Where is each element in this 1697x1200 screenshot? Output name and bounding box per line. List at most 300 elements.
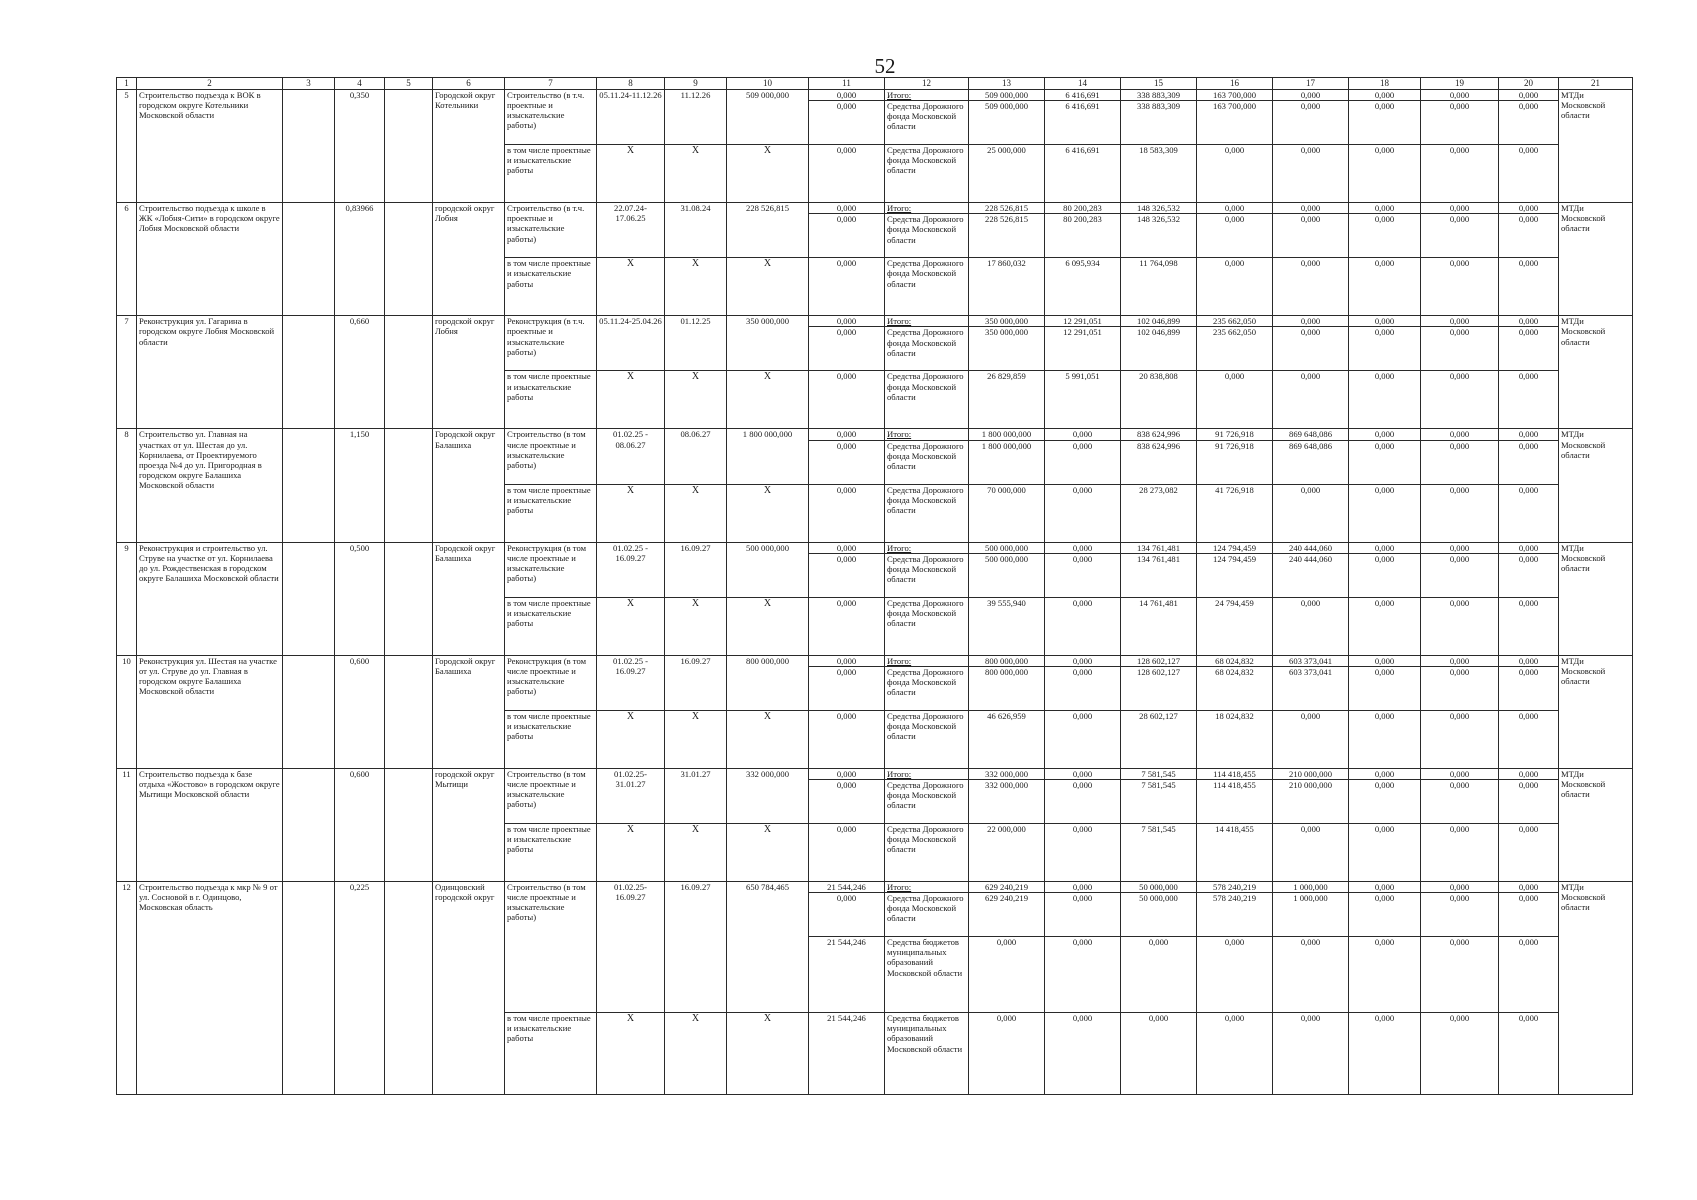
amount-16: 0,000 xyxy=(1197,214,1273,258)
amount-17: 603 373,041 xyxy=(1273,655,1349,666)
object-number: 11 xyxy=(117,768,137,881)
table-row xyxy=(117,881,1633,892)
funding-source: Итого: xyxy=(885,542,969,553)
design-cost-x: X xyxy=(727,710,809,768)
funding-source: Средства Дорожного фонда Московской области xyxy=(885,597,969,655)
funding-source: Средства Дорожного фонда Московской области xyxy=(885,371,969,429)
amount-16: 18 024,832 xyxy=(1197,710,1273,768)
amount-19: 0,000 xyxy=(1421,655,1499,666)
amount-19: 0,000 xyxy=(1421,881,1499,892)
amount-19: 0,000 xyxy=(1421,258,1499,316)
amount-14: 6 416,691 xyxy=(1045,90,1121,101)
amount-16: 91 726,918 xyxy=(1197,440,1273,484)
design-commissioning-x: X xyxy=(665,258,727,316)
amount-16: 578 240,219 xyxy=(1197,893,1273,937)
amount-14: 0,000 xyxy=(1045,655,1121,666)
municipality: Городской округ Балашиха xyxy=(433,655,505,768)
amount-19: 0,000 xyxy=(1421,101,1499,145)
amount-14: 6 416,691 xyxy=(1045,101,1121,145)
amount-19: 0,000 xyxy=(1421,597,1499,655)
amount-20: 0,000 xyxy=(1499,768,1559,779)
col3-cell xyxy=(283,316,335,429)
object-cost: 509 000,000 xyxy=(727,90,809,145)
object-cost: 332 000,000 xyxy=(727,768,809,823)
amount-15: 0,000 xyxy=(1121,937,1197,1013)
amount-14: 80 200,283 xyxy=(1045,214,1121,258)
amount-14: 6 095,934 xyxy=(1045,258,1121,316)
municipality: городской округ Лобня xyxy=(433,203,505,316)
design-commissioning-x: X xyxy=(665,484,727,542)
table-row xyxy=(117,768,1633,779)
amount-15: 128 602,127 xyxy=(1121,666,1197,710)
amount-13: 0,000 xyxy=(969,1013,1045,1095)
customer: МТДи Московской области xyxy=(1559,655,1633,768)
amount-19: 0,000 xyxy=(1421,937,1499,1013)
amount-17: 0,000 xyxy=(1273,823,1349,881)
object-name: Реконструкция ул. Шестая на участке от ул. Струве до ул. Главная в городском округе Балашиха Московской области xyxy=(137,655,283,768)
amount-15: 7 581,545 xyxy=(1121,779,1197,823)
funding-source: Итого: xyxy=(885,203,969,214)
amount-18: 0,000 xyxy=(1349,203,1421,214)
amount-17: 0,000 xyxy=(1273,937,1349,1013)
amount-13: 500 000,000 xyxy=(969,553,1045,597)
amount-14: 5 991,051 xyxy=(1045,371,1121,429)
amount-16: 0,000 xyxy=(1197,258,1273,316)
column-number-header: 5 xyxy=(385,78,433,90)
col3-cell xyxy=(283,655,335,768)
amount-17: 0,000 xyxy=(1273,145,1349,203)
amount-14: 0,000 xyxy=(1045,666,1121,710)
amount-17: 869 648,086 xyxy=(1273,440,1349,484)
amount-11: 0,000 xyxy=(809,145,885,203)
amount-20: 0,000 xyxy=(1499,597,1559,655)
work-type: Строительство (в т.ч. проектные и изыскательские работы) xyxy=(505,90,597,145)
object-name: Строительство подъезда к школе в ЖК «Лобня-Сити» в городском округе Лобня Московской области xyxy=(137,203,283,316)
design-works-label: в том числе проектные и изыскательские работы xyxy=(505,258,597,316)
work-dates: 01.02.25-31.01.27 xyxy=(597,768,665,823)
funding-source: Средства Дорожного фонда Московской области xyxy=(885,440,969,484)
amount-18: 0,000 xyxy=(1349,893,1421,937)
amount-14: 0,000 xyxy=(1045,779,1121,823)
amount-11: 0,000 xyxy=(809,203,885,214)
col3-cell xyxy=(283,542,335,655)
amount-15: 20 838,808 xyxy=(1121,371,1197,429)
amount-20: 0,000 xyxy=(1499,101,1559,145)
commissioning-date: 11.12.26 xyxy=(665,90,727,145)
amount-11: 0,000 xyxy=(809,553,885,597)
amount-20: 0,000 xyxy=(1499,937,1559,1013)
municipality: Городской округ Балашиха xyxy=(433,542,505,655)
work-type: Реконструкция (в т.ч. проектные и изыскательские работы) xyxy=(505,316,597,371)
amount-13: 70 000,000 xyxy=(969,484,1045,542)
amount-20: 0,000 xyxy=(1499,429,1559,440)
amount-15: 50 000,000 xyxy=(1121,881,1197,892)
design-works-label: в том числе проектные и изыскательские работы xyxy=(505,597,597,655)
design-works-label: в том числе проектные и изыскательские работы xyxy=(505,145,597,203)
amount-20: 0,000 xyxy=(1499,327,1559,371)
commissioning-date: 08.06.27 xyxy=(665,429,727,484)
amount-11: 0,000 xyxy=(809,440,885,484)
design-cost-x: X xyxy=(727,1013,809,1095)
amount-20: 0,000 xyxy=(1499,893,1559,937)
amount-16: 163 700,000 xyxy=(1197,101,1273,145)
amount-14: 0,000 xyxy=(1045,553,1121,597)
amount-19: 0,000 xyxy=(1421,203,1499,214)
column-number-header: 15 xyxy=(1121,78,1197,90)
funding-source: Средства Дорожного фонда Московской области xyxy=(885,779,969,823)
table-row xyxy=(117,655,1633,666)
amount-11: 0,000 xyxy=(809,101,885,145)
column-number-header: 2 xyxy=(137,78,283,90)
object-length: 0,225 xyxy=(335,881,385,1094)
amount-14: 0,000 xyxy=(1045,893,1121,937)
object-length: 0,83966 xyxy=(335,203,385,316)
amount-11: 0,000 xyxy=(809,710,885,768)
funding-source: Средства Дорожного фонда Московской области xyxy=(885,214,969,258)
amount-19: 0,000 xyxy=(1421,666,1499,710)
amount-13: 25 000,000 xyxy=(969,145,1045,203)
col3-cell xyxy=(283,768,335,881)
design-dates-x: X xyxy=(597,597,665,655)
amount-19: 0,000 xyxy=(1421,542,1499,553)
work-type: Реконструкция (в том числе проектные и изыскательские работы) xyxy=(505,655,597,710)
amount-15: 14 761,481 xyxy=(1121,597,1197,655)
amount-16: 578 240,219 xyxy=(1197,881,1273,892)
amount-11: 0,000 xyxy=(809,655,885,666)
table-row xyxy=(117,542,1633,553)
amount-18: 0,000 xyxy=(1349,710,1421,768)
object-number: 12 xyxy=(117,881,137,1094)
funding-source: Средства Дорожного фонда Московской области xyxy=(885,327,969,371)
amount-15: 134 761,481 xyxy=(1121,553,1197,597)
amount-17: 240 444,060 xyxy=(1273,553,1349,597)
col5-cell xyxy=(385,881,433,1094)
amount-20: 0,000 xyxy=(1499,710,1559,768)
column-number-header: 6 xyxy=(433,78,505,90)
investment-objects-table xyxy=(116,77,1633,1095)
amount-17: 0,000 xyxy=(1273,484,1349,542)
amount-15: 50 000,000 xyxy=(1121,893,1197,937)
column-number-row xyxy=(117,78,1633,90)
col3-cell xyxy=(283,90,335,203)
amount-17: 0,000 xyxy=(1273,101,1349,145)
amount-16: 24 794,459 xyxy=(1197,597,1273,655)
amount-11: 0,000 xyxy=(809,214,885,258)
amount-18: 0,000 xyxy=(1349,542,1421,553)
customer: МТДи Московской области xyxy=(1559,429,1633,542)
amount-19: 0,000 xyxy=(1421,371,1499,429)
amount-14: 0,000 xyxy=(1045,881,1121,892)
object-name: Реконструкция и строительство ул. Струве на участке от ул. Корнилаева до ул. Рождественская в городском округе Балашиха Московской области xyxy=(137,542,283,655)
amount-17: 603 373,041 xyxy=(1273,666,1349,710)
amount-17: 0,000 xyxy=(1273,371,1349,429)
amount-20: 0,000 xyxy=(1499,258,1559,316)
amount-13: 1 800 000,000 xyxy=(969,429,1045,440)
col5-cell xyxy=(385,203,433,316)
design-works-label: в том числе проектные и изыскательские работы xyxy=(505,371,597,429)
amount-14: 0,000 xyxy=(1045,542,1121,553)
amount-18: 0,000 xyxy=(1349,937,1421,1013)
municipality: Одинцовский городской округ xyxy=(433,881,505,1094)
amount-18: 0,000 xyxy=(1349,101,1421,145)
table-row xyxy=(117,90,1633,101)
amount-20: 0,000 xyxy=(1499,666,1559,710)
amount-16: 0,000 xyxy=(1197,1013,1273,1095)
amount-19: 0,000 xyxy=(1421,440,1499,484)
design-cost-x: X xyxy=(727,258,809,316)
amount-11: 0,000 xyxy=(809,666,885,710)
amount-14: 0,000 xyxy=(1045,597,1121,655)
amount-19: 0,000 xyxy=(1421,327,1499,371)
amount-18: 0,000 xyxy=(1349,327,1421,371)
design-dates-x: X xyxy=(597,710,665,768)
col5-cell xyxy=(385,316,433,429)
design-works-label: в том числе проектные и изыскательские работы xyxy=(505,823,597,881)
amount-19: 0,000 xyxy=(1421,1013,1499,1095)
amount-19: 0,000 xyxy=(1421,710,1499,768)
column-number-header: 12 xyxy=(885,78,969,90)
work-type: Строительство (в т.ч. проектные и изыскательские работы) xyxy=(505,203,597,258)
work-type: Строительство (в том числе проектные и изыскательские работы) xyxy=(505,768,597,823)
design-commissioning-x: X xyxy=(665,145,727,203)
amount-13: 350 000,000 xyxy=(969,327,1045,371)
amount-14: 0,000 xyxy=(1045,484,1121,542)
amount-14: 0,000 xyxy=(1045,710,1121,768)
design-dates-x: X xyxy=(597,484,665,542)
amount-19: 0,000 xyxy=(1421,779,1499,823)
work-dates: 01.02.25 - 16.09.27 xyxy=(597,542,665,597)
amount-16: 124 794,459 xyxy=(1197,542,1273,553)
amount-15: 148 326,532 xyxy=(1121,203,1197,214)
funding-source: Средства Дорожного фонда Московской области xyxy=(885,101,969,145)
work-dates: 01.02.25 - 16.09.27 xyxy=(597,655,665,710)
amount-17: 869 648,086 xyxy=(1273,429,1349,440)
amount-16: 0,000 xyxy=(1197,203,1273,214)
col5-cell xyxy=(385,542,433,655)
object-name: Реконструкция ул. Гагарина в городском округе Лобня Московской области xyxy=(137,316,283,429)
amount-13: 629 240,219 xyxy=(969,881,1045,892)
column-number-header: 19 xyxy=(1421,78,1499,90)
object-name: Строительство подъезда к ВОК в городском округе Котельники Московской области xyxy=(137,90,283,203)
design-commissioning-x: X xyxy=(665,710,727,768)
object-length: 0,350 xyxy=(335,90,385,203)
work-dates: 22.07.24-17.06.25 xyxy=(597,203,665,258)
design-works-label: в том числе проектные и изыскательские работы xyxy=(505,1013,597,1095)
amount-11: 0,000 xyxy=(809,597,885,655)
amount-18: 0,000 xyxy=(1349,214,1421,258)
amount-20: 0,000 xyxy=(1499,203,1559,214)
design-dates-x: X xyxy=(597,371,665,429)
column-number-header: 7 xyxy=(505,78,597,90)
amount-17: 0,000 xyxy=(1273,258,1349,316)
amount-20: 0,000 xyxy=(1499,90,1559,101)
amount-15: 134 761,481 xyxy=(1121,542,1197,553)
amount-15: 28 602,127 xyxy=(1121,710,1197,768)
amount-15: 838 624,996 xyxy=(1121,429,1197,440)
object-length: 0,600 xyxy=(335,655,385,768)
amount-16: 235 662,050 xyxy=(1197,327,1273,371)
object-number: 10 xyxy=(117,655,137,768)
object-cost: 228 526,815 xyxy=(727,203,809,258)
funding-source: Итого: xyxy=(885,768,969,779)
page-number: 52 xyxy=(874,54,896,78)
amount-19: 0,000 xyxy=(1421,553,1499,597)
funding-source: Средства Дорожного фонда Московской области xyxy=(885,145,969,203)
design-commissioning-x: X xyxy=(665,823,727,881)
amount-17: 210 000,000 xyxy=(1273,779,1349,823)
column-number-header: 20 xyxy=(1499,78,1559,90)
funding-source: Средства Дорожного фонда Московской области xyxy=(885,258,969,316)
amount-20: 0,000 xyxy=(1499,371,1559,429)
municipality: городской округ Лобня xyxy=(433,316,505,429)
object-number: 8 xyxy=(117,429,137,542)
amount-20: 0,000 xyxy=(1499,484,1559,542)
amount-14: 0,000 xyxy=(1045,768,1121,779)
amount-18: 0,000 xyxy=(1349,90,1421,101)
amount-17: 0,000 xyxy=(1273,597,1349,655)
amount-18: 0,000 xyxy=(1349,429,1421,440)
amount-19: 0,000 xyxy=(1421,893,1499,937)
municipality: Городской округ Котельники xyxy=(433,90,505,203)
amount-13: 332 000,000 xyxy=(969,779,1045,823)
design-dates-x: X xyxy=(597,145,665,203)
amount-20: 0,000 xyxy=(1499,655,1559,666)
amount-18: 0,000 xyxy=(1349,145,1421,203)
funding-source: Итого: xyxy=(885,881,969,892)
col5-cell xyxy=(385,768,433,881)
amount-15: 28 273,082 xyxy=(1121,484,1197,542)
commissioning-date: 16.09.27 xyxy=(665,881,727,1012)
amount-14: 0,000 xyxy=(1045,429,1121,440)
amount-13: 46 626,959 xyxy=(969,710,1045,768)
col3-cell xyxy=(283,203,335,316)
amount-16: 124 794,459 xyxy=(1197,553,1273,597)
amount-17: 1 000,000 xyxy=(1273,893,1349,937)
funding-source: Средства Дорожного фонда Московской области xyxy=(885,893,969,937)
amount-15: 128 602,127 xyxy=(1121,655,1197,666)
amount-11: 0,000 xyxy=(809,429,885,440)
amount-18: 0,000 xyxy=(1349,768,1421,779)
table-row xyxy=(117,429,1633,440)
amount-18: 0,000 xyxy=(1349,881,1421,892)
amount-15: 7 581,545 xyxy=(1121,768,1197,779)
column-number-header: 3 xyxy=(283,78,335,90)
col3-cell xyxy=(283,429,335,542)
object-name: Строительство подъезда к базе отдыха «Жостово» в городском округе Мытищи Московской области xyxy=(137,768,283,881)
object-cost: 650 784,465 xyxy=(727,881,809,1012)
table-row xyxy=(117,316,1633,327)
object-length: 1,150 xyxy=(335,429,385,542)
funding-source: Средства Дорожного фонда Московской области xyxy=(885,823,969,881)
amount-16: 114 418,455 xyxy=(1197,768,1273,779)
design-works-label: в том числе проектные и изыскательские работы xyxy=(505,710,597,768)
amount-16: 14 418,455 xyxy=(1197,823,1273,881)
funding-source: Итого: xyxy=(885,90,969,101)
column-number-header: 8 xyxy=(597,78,665,90)
work-type: Реконструкция (в том числе проектные и изыскательские работы) xyxy=(505,542,597,597)
amount-13: 17 860,032 xyxy=(969,258,1045,316)
commissioning-date: 31.01.27 xyxy=(665,768,727,823)
column-number-header: 18 xyxy=(1349,78,1421,90)
amount-13: 509 000,000 xyxy=(969,90,1045,101)
amount-18: 0,000 xyxy=(1349,258,1421,316)
amount-16: 235 662,050 xyxy=(1197,316,1273,327)
col3-cell xyxy=(283,881,335,1094)
object-cost: 350 000,000 xyxy=(727,316,809,371)
design-cost-x: X xyxy=(727,145,809,203)
object-cost: 800 000,000 xyxy=(727,655,809,710)
funding-source: Средства Дорожного фонда Московской области xyxy=(885,710,969,768)
customer: МТДи Московской области xyxy=(1559,542,1633,655)
funding-source: Итого: xyxy=(885,429,969,440)
funding-source: Итого: xyxy=(885,655,969,666)
column-number-header: 4 xyxy=(335,78,385,90)
amount-15: 838 624,996 xyxy=(1121,440,1197,484)
amount-14: 80 200,283 xyxy=(1045,203,1121,214)
amount-13: 26 829,859 xyxy=(969,371,1045,429)
amount-16: 0,000 xyxy=(1197,937,1273,1013)
amount-11: 21 544,246 xyxy=(809,937,885,1013)
funding-source: Средства Дорожного фонда Московской области xyxy=(885,666,969,710)
amount-15: 338 883,309 xyxy=(1121,101,1197,145)
amount-17: 0,000 xyxy=(1273,203,1349,214)
amount-17: 240 444,060 xyxy=(1273,542,1349,553)
amount-16: 91 726,918 xyxy=(1197,429,1273,440)
amount-15: 102 046,899 xyxy=(1121,316,1197,327)
amount-18: 0,000 xyxy=(1349,371,1421,429)
amount-16: 0,000 xyxy=(1197,145,1273,203)
design-dates-x: X xyxy=(597,823,665,881)
amount-11: 21 544,246 xyxy=(809,881,885,892)
customer: МТДи Московской области xyxy=(1559,316,1633,429)
amount-19: 0,000 xyxy=(1421,145,1499,203)
commissioning-date: 01.12.25 xyxy=(665,316,727,371)
amount-14: 0,000 xyxy=(1045,1013,1121,1095)
amount-19: 0,000 xyxy=(1421,484,1499,542)
amount-13: 350 000,000 xyxy=(969,316,1045,327)
amount-13: 0,000 xyxy=(969,937,1045,1013)
amount-17: 0,000 xyxy=(1273,214,1349,258)
amount-17: 210 000,000 xyxy=(1273,768,1349,779)
amount-14: 12 291,051 xyxy=(1045,316,1121,327)
col5-cell xyxy=(385,90,433,203)
amount-14: 6 416,691 xyxy=(1045,145,1121,203)
design-dates-x: X xyxy=(597,258,665,316)
commissioning-date: 31.08.24 xyxy=(665,203,727,258)
amount-13: 800 000,000 xyxy=(969,655,1045,666)
amount-14: 12 291,051 xyxy=(1045,327,1121,371)
amount-11: 21 544,246 xyxy=(809,1013,885,1095)
amount-15: 148 326,532 xyxy=(1121,214,1197,258)
amount-11: 0,000 xyxy=(809,316,885,327)
amount-16: 68 024,832 xyxy=(1197,666,1273,710)
amount-15: 11 764,098 xyxy=(1121,258,1197,316)
work-dates: 05.11.24-25.04.26 xyxy=(597,316,665,371)
amount-17: 0,000 xyxy=(1273,90,1349,101)
design-works-label: в том числе проектные и изыскательские работы xyxy=(505,484,597,542)
amount-18: 0,000 xyxy=(1349,779,1421,823)
object-number: 7 xyxy=(117,316,137,429)
amount-11: 0,000 xyxy=(809,258,885,316)
table-row xyxy=(117,203,1633,214)
amount-13: 332 000,000 xyxy=(969,768,1045,779)
amount-13: 228 526,815 xyxy=(969,214,1045,258)
amount-15: 0,000 xyxy=(1121,1013,1197,1095)
customer: МТДи Московской области xyxy=(1559,203,1633,316)
funding-source: Средства бюджетов муниципальных образований Московской области xyxy=(885,1013,969,1095)
column-number-header: 10 xyxy=(727,78,809,90)
amount-19: 0,000 xyxy=(1421,823,1499,881)
